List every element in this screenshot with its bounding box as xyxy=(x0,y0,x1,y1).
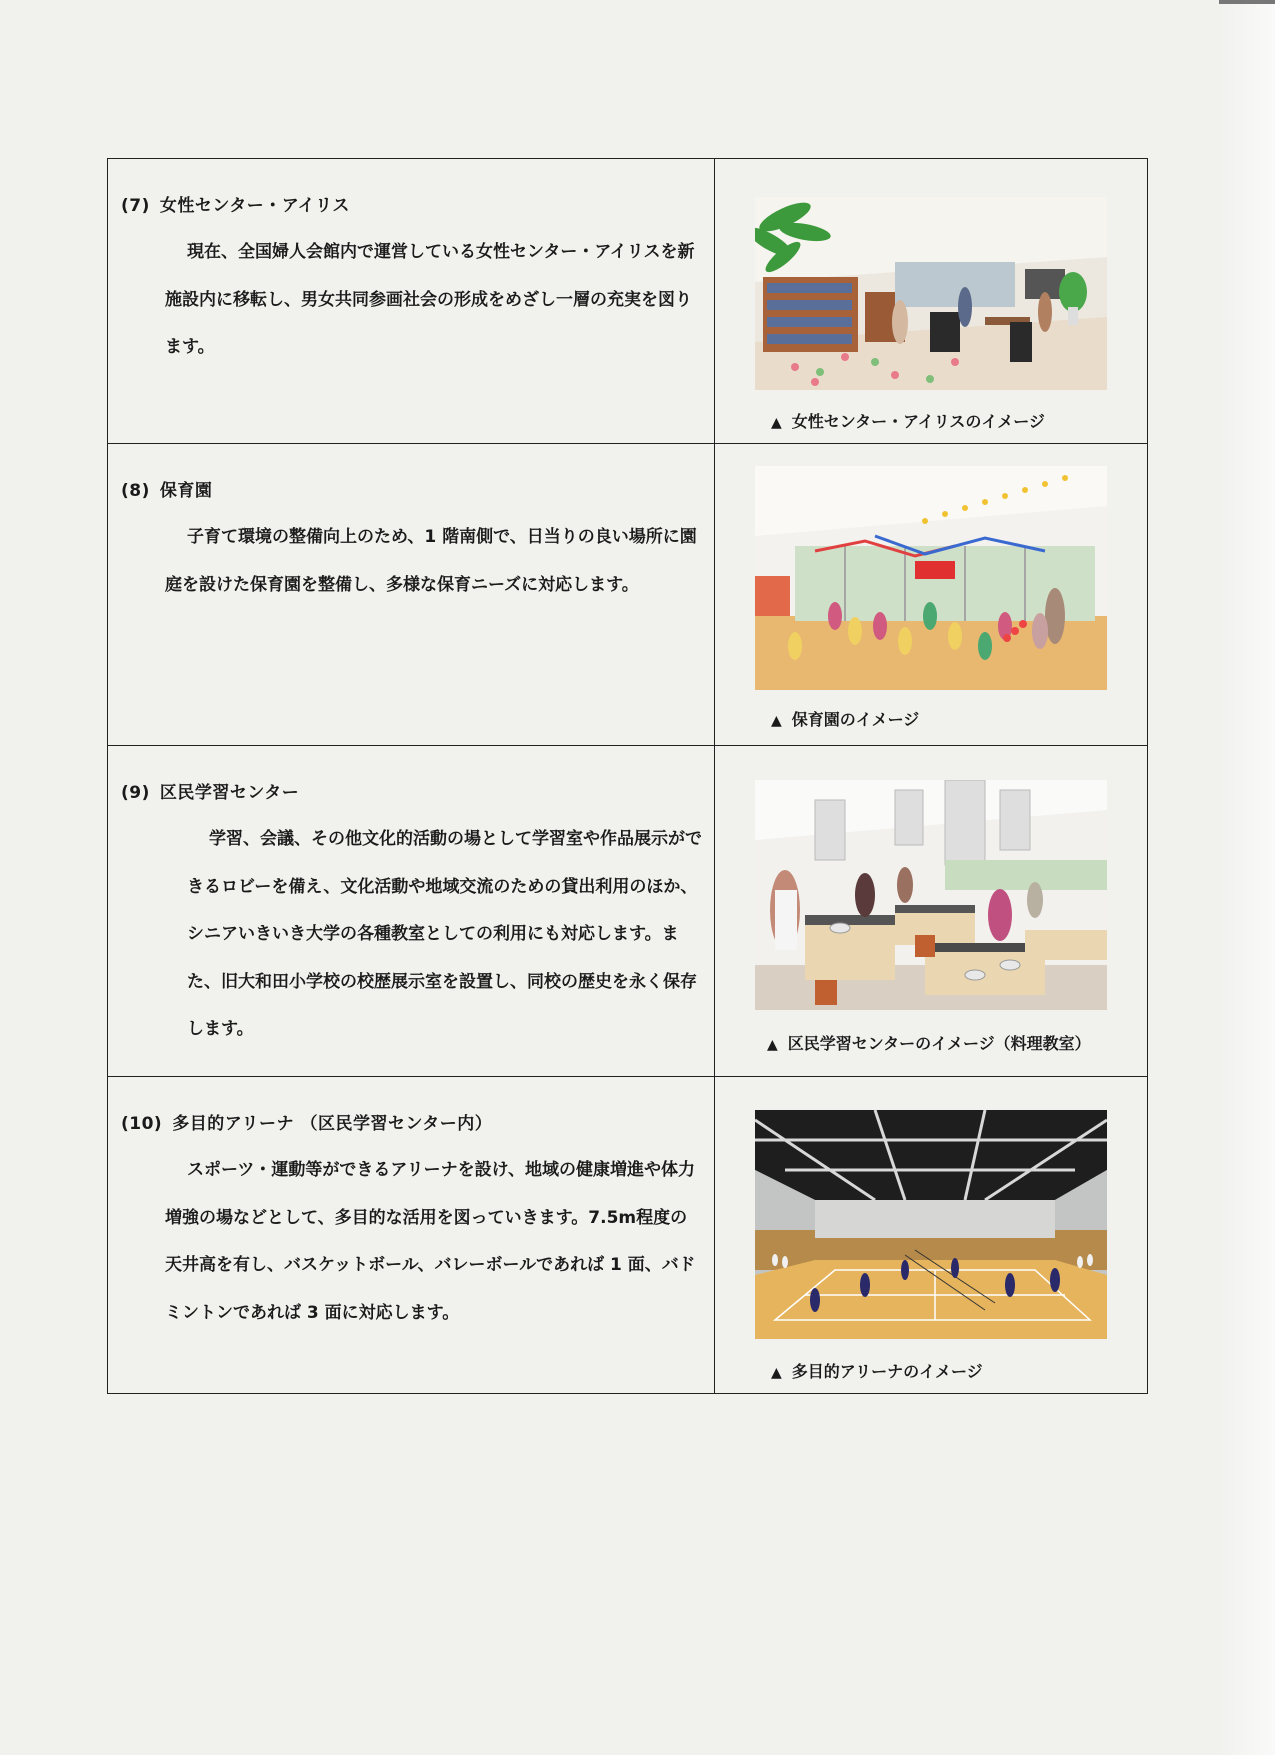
caption-text: 区民学習センターのイメージ（料理教室） xyxy=(787,1034,1091,1053)
section-body: 学習、会議、その他文化的活動の場として学習室や作品展示ができるロビーを備え、文化活動や地域交流のための貸出利用のほか、シニアいきいき大学の各種教室としての利用にも対応します。また、旧大和田小学校の校歴展示室を設置し、同校の歴史を永く保存します。 xyxy=(187,829,702,1039)
triangle-icon: ▲ xyxy=(771,713,782,729)
section-body: 子育て環境の整備向上のため、1 階南側で、日当りの良い場所に園庭を設けた保育園を整備し、多様な保育ニーズに対応します。 xyxy=(165,527,697,595)
womens-center-illustration xyxy=(755,197,1107,390)
scan-mark xyxy=(1219,0,1275,4)
caption-text: 多目的アリーナのイメージ xyxy=(791,1362,983,1381)
scan-edge xyxy=(1219,0,1275,1755)
image-caption xyxy=(771,409,1045,432)
section-heading xyxy=(121,191,350,216)
section-number: (8) xyxy=(121,481,150,501)
section-text-cell xyxy=(108,1077,715,1394)
section-row-7 xyxy=(108,159,1148,444)
section-number: (9) xyxy=(121,783,150,803)
section-image-cell xyxy=(715,159,1148,444)
arena-illustration xyxy=(755,1110,1107,1339)
section-title: 多目的アリーナ （区民学習センター内） xyxy=(172,1114,493,1134)
section-heading xyxy=(121,476,212,501)
section-heading xyxy=(121,778,299,803)
section-body: 現在、全国婦人会館内で運営している女性センター・アイリスを新施設内に移転し、男女共同参画社会の形成をめざし一層の充実を図ります。 xyxy=(165,242,695,357)
triangle-icon: ▲ xyxy=(767,1037,778,1053)
image-caption xyxy=(771,707,919,730)
section-number: (10) xyxy=(121,1114,163,1134)
section-row-10 xyxy=(108,1077,1148,1394)
section-body: スポーツ・運動等ができるアリーナを設け、地域の健康増進や体力増強の場などとして、多目的な活用を図っていきます。7.5m程度の天井高を有し、バスケットボール、バレーボールであれば 1 面、バドミントンであれば 3 面に対応します。 xyxy=(165,1160,696,1323)
section-image-cell xyxy=(715,1077,1148,1394)
caption-text: 保育園のイメージ xyxy=(791,710,920,729)
image-caption xyxy=(767,1031,1091,1054)
section-row-9 xyxy=(108,746,1148,1077)
nursery-illustration xyxy=(755,466,1107,690)
facility-table xyxy=(107,158,1148,1394)
section-text-cell xyxy=(108,444,715,746)
section-title: 保育園 xyxy=(159,481,213,501)
section-image-cell xyxy=(715,746,1148,1077)
image-caption xyxy=(771,1359,983,1382)
section-title: 女性センター・アイリス xyxy=(159,196,350,216)
section-image-cell xyxy=(715,444,1148,746)
section-text-cell xyxy=(108,746,715,1077)
section-row-8 xyxy=(108,444,1148,746)
section-text-cell xyxy=(108,159,715,444)
section-heading xyxy=(121,1109,492,1134)
section-number: (7) xyxy=(121,196,150,216)
triangle-icon: ▲ xyxy=(771,415,782,431)
triangle-icon: ▲ xyxy=(771,1365,782,1381)
section-title: 区民学習センター xyxy=(159,783,300,803)
caption-text: 女性センター・アイリスのイメージ xyxy=(791,412,1045,431)
cooking-class-illustration xyxy=(755,780,1107,1010)
